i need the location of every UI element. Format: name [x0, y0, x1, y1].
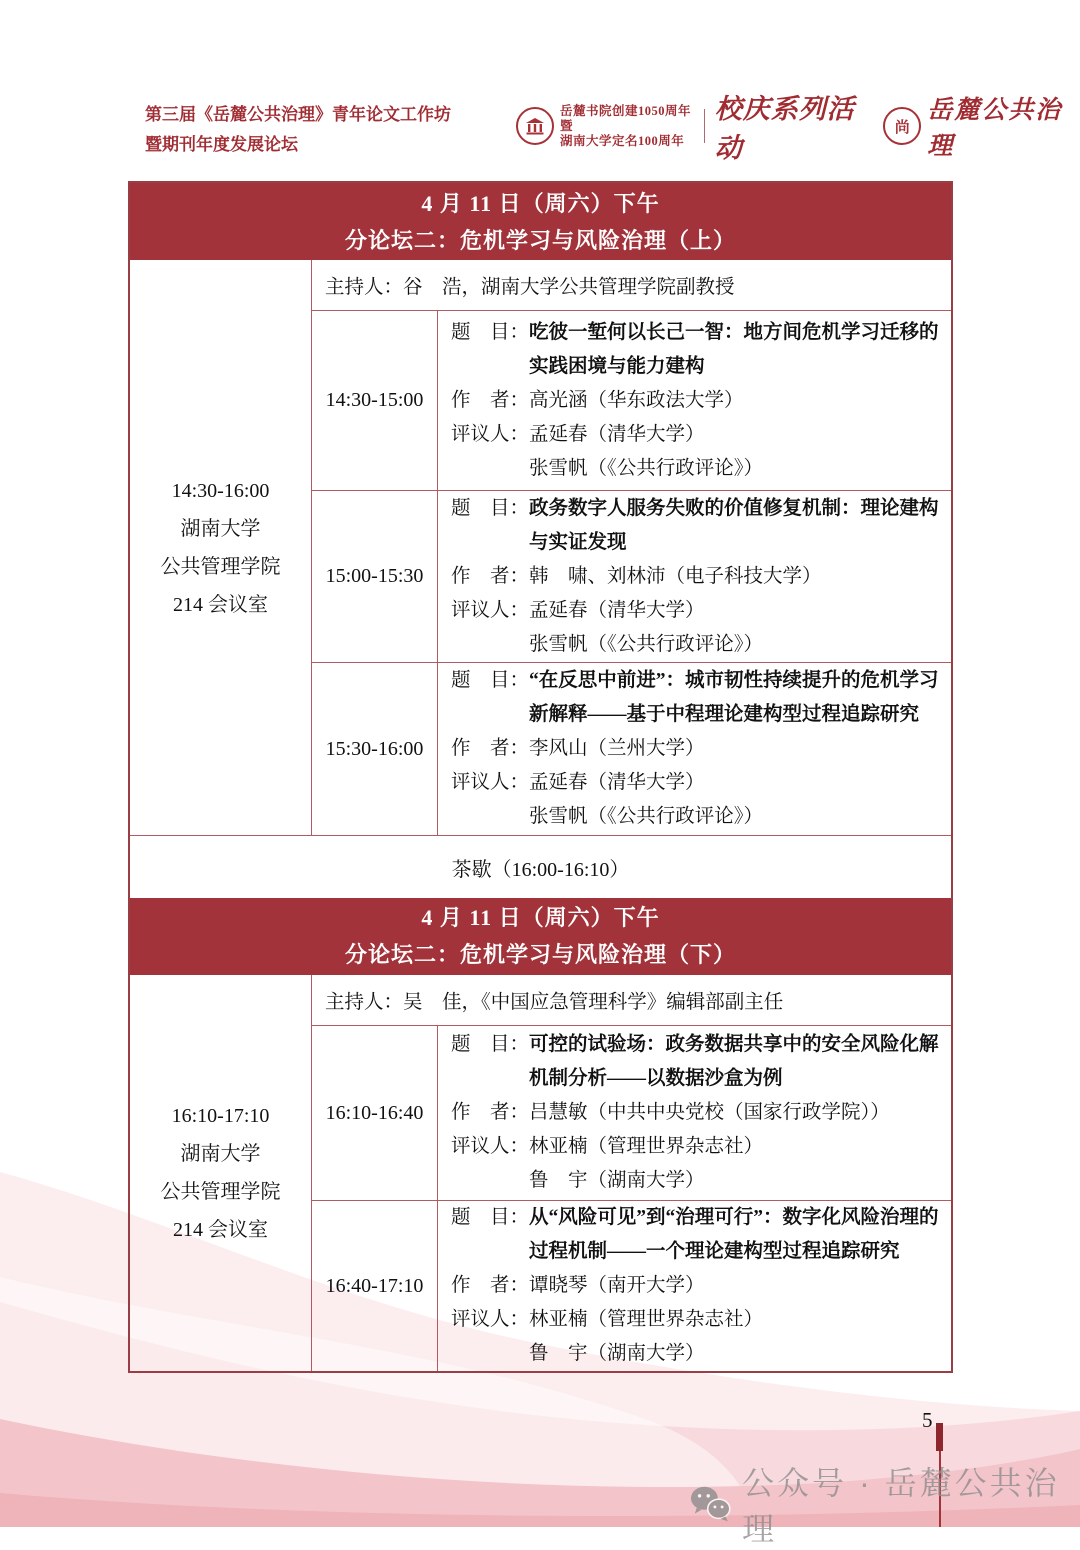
moderator-row-1: [312, 260, 951, 310]
schedule-table: [128, 181, 953, 1373]
title-line: [451, 664, 943, 732]
discussant-line: [451, 418, 943, 452]
anniversary-line1: 岳麓书院创建1050周年暨: [560, 103, 692, 133]
session-content: [438, 491, 951, 662]
discussant-line: [451, 1130, 943, 1164]
banner2-forum: 分论坛二：危机学习与风险治理（下）: [344, 942, 736, 967]
session-banner-1: [130, 183, 951, 260]
discussant-line: [451, 1164, 943, 1198]
venue-cell-1: [130, 260, 312, 835]
anniversary-text: [560, 104, 696, 149]
banner1-forum: 分论坛二：危机学习与风险治理（上）: [344, 228, 736, 253]
academy-building-glyph: [525, 117, 545, 135]
watermark: [690, 1458, 1080, 1550]
anniversary-line2: 湖南大学定名100周年: [560, 133, 685, 148]
event-title-line1: 第三届《岳麓公共治理》青年论文工作坊: [145, 105, 451, 124]
tea-break-row: [130, 835, 951, 898]
page-number: 5: [922, 1408, 933, 1432]
author-label: 作 者：: [451, 738, 530, 759]
venue2-school: 公共管理学院: [160, 1181, 281, 1203]
paper-authors: 谭晓琴（南开大学）: [529, 1275, 705, 1296]
title-label: 题 目：: [451, 497, 530, 519]
yuelu-academy-seal-icon: [516, 107, 554, 145]
session-time: 14:30-15:00: [312, 311, 438, 490]
discussant-2: 鲁 宇（湖南大学）: [529, 1343, 705, 1364]
title-line: [451, 1028, 943, 1096]
author-line: [451, 1269, 943, 1303]
moderator-row-2: [312, 975, 951, 1025]
author-label: 作 者：: [451, 1102, 530, 1123]
session-banner-2: [130, 898, 951, 975]
venue2-university: 湖南大学: [180, 1143, 261, 1165]
venue1-room: 214 会议室: [173, 593, 268, 616]
discussant-1: 孟延春（清华大学）: [529, 599, 705, 621]
title-line: [451, 492, 943, 560]
paper-title: 吃彼一堑何以长己一智：地方间危机学习迁移的实践困境与能力建构: [529, 321, 939, 377]
session-content: [438, 311, 951, 490]
paper-authors: 高光涵（华东政法大学）: [529, 389, 744, 411]
session-row: [312, 662, 951, 835]
paper-title: 从“风险可见”到“治理可行”：数字化风险治理的过程机制——一个理论建构型过程追踪研究: [529, 1207, 939, 1262]
discussant-line: [451, 800, 943, 834]
author-line: [451, 560, 943, 594]
discussant-line: [451, 1337, 943, 1371]
discussant-1: 林亚楠（管理世界杂志社）: [529, 1136, 764, 1157]
venue2-room: 214 会议室: [173, 1219, 268, 1241]
author-label: 作 者：: [451, 565, 530, 587]
author-label: 作 者：: [451, 1275, 530, 1296]
tea-break-text: 茶歇（16:00-16:10）: [451, 858, 630, 881]
paper-title: 政务数字人服务失败的价值修复机制：理论建构与实证发现: [529, 497, 939, 553]
author-label: 作 者：: [451, 389, 530, 411]
wechat-icon: [690, 1485, 732, 1523]
block2-rows: [312, 975, 951, 1371]
session-time: 15:00-15:30: [312, 491, 438, 662]
paper-title: 可控的试验场：政务数据共享中的安全风险化解机制分析——以数据沙盒为例: [529, 1034, 939, 1089]
moderator2-text: 主持人：吴 佳，《中国应急管理科学》编辑部副主任: [325, 992, 784, 1013]
discussant-line: [451, 628, 943, 662]
title-label: 题 目：: [451, 1207, 530, 1228]
session-block-1: [130, 260, 951, 835]
session-time: 15:30-16:00: [312, 663, 438, 835]
session-row: [312, 1025, 951, 1200]
venue2-time: 16:10-17:10: [171, 1105, 270, 1127]
discussant-label: 评议人：: [451, 1309, 530, 1330]
page-number-bar: [936, 1423, 943, 1451]
discussant-2: 张雪帆（《公共行政评论》）: [529, 806, 764, 827]
discussant-label: 评议人：: [451, 423, 530, 445]
session-content: [438, 663, 951, 835]
shang-seal-icon: [883, 107, 921, 145]
venue1-time: 14:30-16:00: [171, 479, 270, 502]
venue1-university: 湖南大学: [180, 517, 261, 540]
discussant-1: 林亚楠（管理世界杂志社）: [529, 1309, 764, 1330]
discussant-2: 鲁 宇（湖南大学）: [529, 1170, 705, 1191]
session-time: 16:10-16:40: [312, 1026, 438, 1200]
discussant-2: 张雪帆（《公共行政评论》）: [529, 457, 764, 479]
paper-authors: 李风山（兰州大学）: [529, 738, 705, 759]
watermark-text: 公众号 · 岳麓公共治理: [742, 1465, 1060, 1547]
moderator1-text: 主持人：谷 浩，湖南大学公共管理学院副教授: [325, 277, 735, 298]
discussant-line: [451, 452, 943, 486]
campaign-title: 校庆系列活动: [714, 94, 855, 163]
discussant-1: 孟延春（清华大学）: [529, 772, 705, 793]
header-divider: [704, 109, 705, 143]
discussant-label: 评议人：: [451, 772, 530, 793]
block1-rows: [312, 260, 951, 835]
session-row: [312, 310, 951, 490]
banner1-date: 4 月 11 日（周六）下午: [421, 191, 660, 216]
discussant-label: 评议人：: [451, 599, 530, 621]
discussant-1: 孟延春（清华大学）: [529, 423, 705, 445]
title-line: [451, 316, 943, 384]
author-line: [451, 384, 943, 418]
title-label: 题 目：: [451, 670, 530, 691]
discussant-line: [451, 594, 943, 628]
venue1-school: 公共管理学院: [160, 555, 281, 578]
session-content: [438, 1201, 951, 1371]
title-line: [451, 1201, 943, 1269]
discussant-2: 张雪帆（《公共行政评论》）: [529, 633, 764, 655]
paper-authors: 韩 啸、刘林沛（电子科技大学）: [529, 565, 822, 587]
session-time: 16:40-17:10: [312, 1201, 438, 1371]
event-title: [145, 100, 451, 160]
author-line: [451, 732, 943, 766]
author-line: [451, 1096, 943, 1130]
brand-calligraphy: 岳麓公共治理: [927, 97, 1063, 160]
shang-seal-glyph: 尚: [894, 119, 910, 136]
discussant-label: 评议人：: [451, 1136, 530, 1157]
discussant-line: [451, 766, 943, 800]
title-label: 题 目：: [451, 1034, 530, 1055]
session-row: [312, 1200, 951, 1371]
header-logos: [516, 94, 1080, 163]
title-label: 题 目：: [451, 321, 530, 343]
paper-title: “在反思中前进”：城市韧性持续提升的危机学习新解释——基于中程理论建构型过程追踪研究: [529, 670, 939, 725]
session-block-2: [130, 975, 951, 1371]
venue-cell-2: [130, 975, 312, 1371]
session-row: [312, 490, 951, 662]
session-content: [438, 1026, 951, 1200]
discussant-line: [451, 1303, 943, 1337]
banner2-date: 4 月 11 日（周六）下午: [421, 905, 660, 930]
paper-authors: 吕慧敏（中共中央党校（国家行政学院））: [529, 1102, 890, 1123]
event-title-line2: 暨期刊年度发展论坛: [145, 135, 298, 154]
